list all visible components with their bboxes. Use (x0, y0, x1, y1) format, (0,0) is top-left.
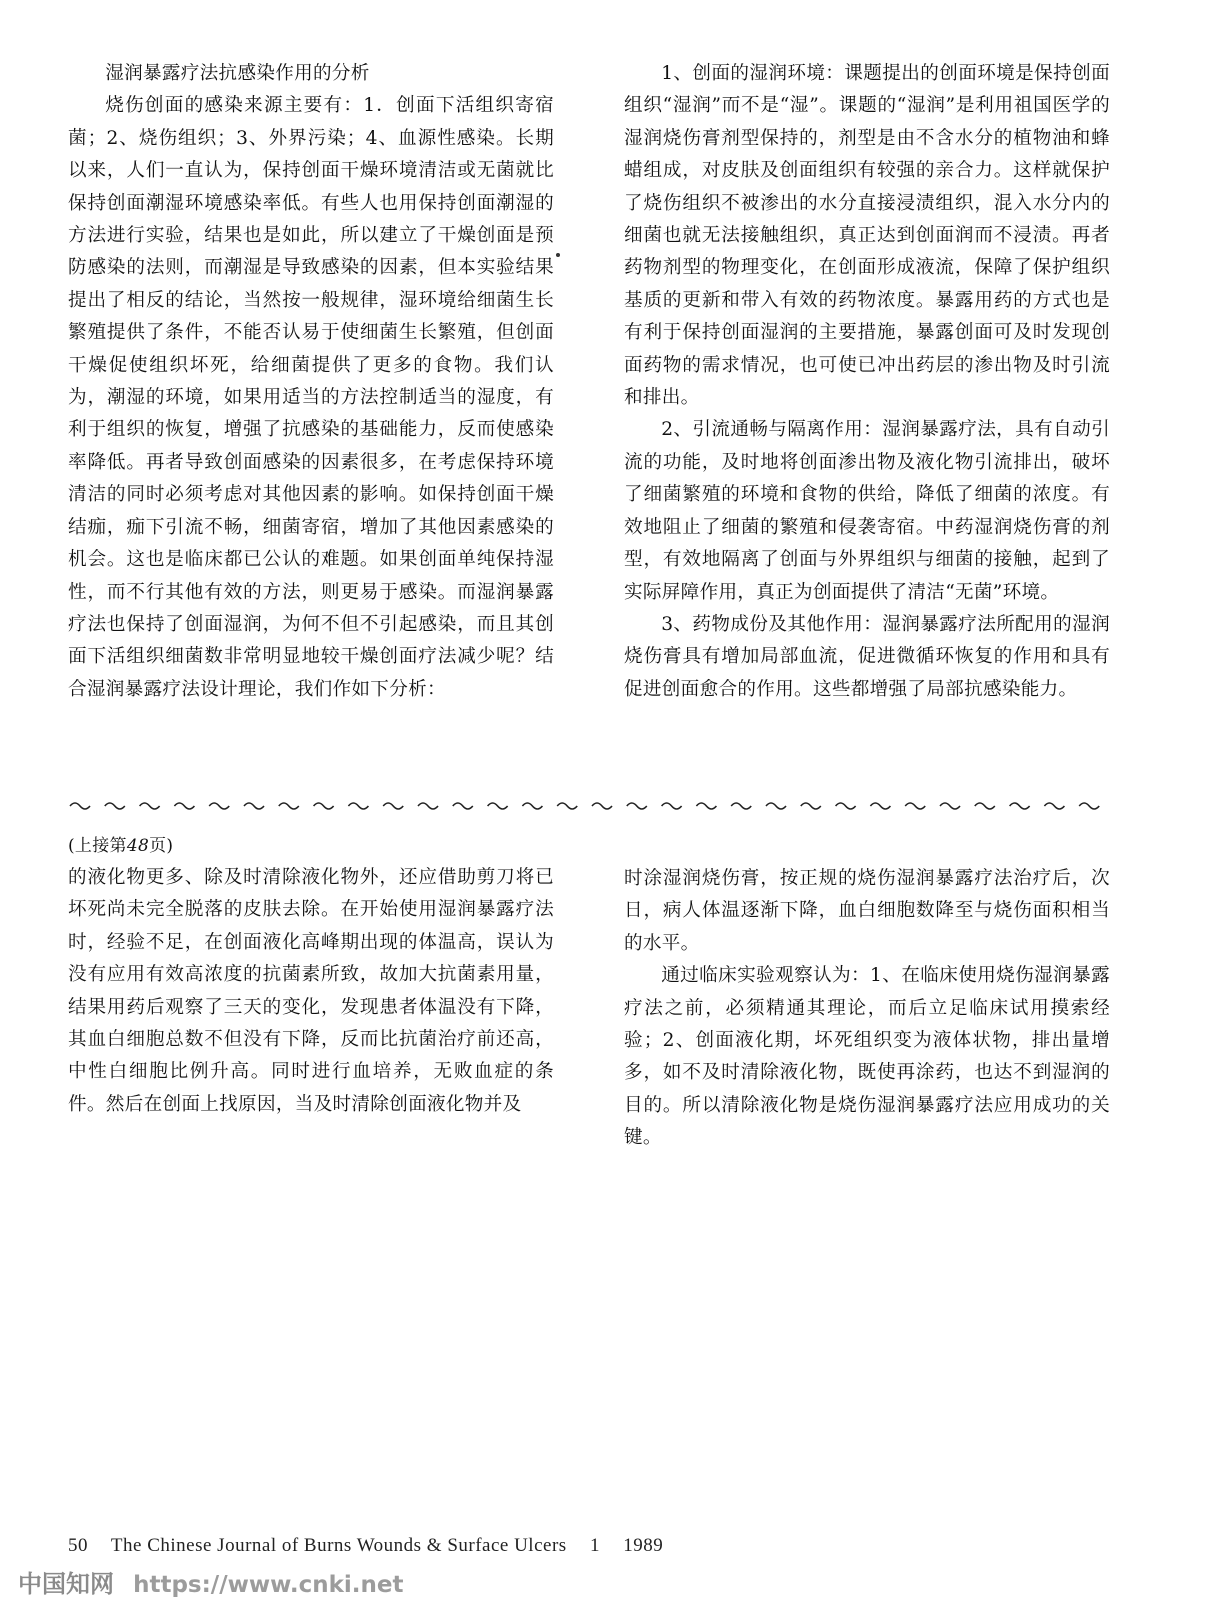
paragraph-drug-components: 3、药物成份及其他作用：湿润暴露疗法所配用的湿润烧伤膏具有增加局部血流，促进微循环恢复的作用和具有促进创面愈合的作用。这些都增强了局部抗感染能力。 (624, 613, 1110, 700)
tilde-mark (801, 803, 821, 809)
tilde-mark (279, 803, 299, 809)
section-title: 湿润暴露疗法抗感染作用的分析 (105, 63, 370, 84)
paragraph-drainage-isolation: 2、引流通畅与隔离作用：湿润暴露疗法，具有自动引流的功能，及时地将创面渗出物及液化物引流排出，破坏了细菌繁殖的环境和食物的供给，降低了细菌的浓度。有效地阻止了细菌的繁殖和侵袭寄宿。中药湿润烧伤膏的剂型，有效地隔离了创面与外界组织与细菌的接触，起到了实际屏障作用，真正为创面提供了清洁“无菌”环境。 (624, 419, 1110, 603)
tilde-mark (870, 803, 890, 809)
tilde-mark (731, 803, 751, 809)
tilde-mark (766, 803, 786, 809)
top-right-column (624, 58, 1110, 706)
page-number: 50 (68, 1535, 88, 1556)
tilde-mark (70, 803, 90, 809)
bottom-right-column (624, 863, 1110, 1155)
paragraph-wet-environment: 1、创面的湿润环境：课题提出的创面环境是保持创面组织“湿润”而不是“湿”。课题的“湿润”是利用祖国医学的湿润烧伤膏剂型保持的，剂型是由不含水分的植物油和蜂蜡组成，对皮肤及创面组织有较强的亲合力。这样就保护了烧伤组织不被渗出的水分直接浸渍组织，混入水分内的细菌也就无法接触组织，真正达到创面润而不浸渍。再者药物剂型的物理变化，在创面形成液流，保障了保护组织基质的更新和带入有效的药物浓度。暴露用药的方式也是有利于保持创面湿润的主要措施，暴露创面可及时发现创面药物的需求情况，也可使已冲出药层的渗出物及时引流和排出。 (624, 63, 1110, 409)
tilde-mark (348, 803, 368, 809)
watermark-brand: 中国知网 (18, 1570, 114, 1598)
tilde-mark (1079, 803, 1099, 809)
tilde-mark (140, 803, 160, 809)
tilde-mark (627, 803, 647, 809)
journal-name: The Chinese Journal of Burns Wounds & Surface Ulcers (110, 1535, 567, 1556)
tilde-mark (696, 803, 716, 809)
tilde-mark (383, 803, 403, 809)
tilde-mark (592, 803, 612, 809)
wavy-divider (66, 797, 1110, 813)
tilde-mark (209, 803, 229, 809)
paragraph: 的液化物更多、除及时清除液化物外，还应借助剪刀将已坏死尚未完全脱落的皮肤去除。在开始使用湿润暴露疗法时，经验不足，在创面液化高峰期出现的体温高，误认为没有应用有效高浓度的抗菌素所致，故加大抗菌素用量，结果用药后观察了三天的变化，发现患者体温没有下降，其血白细胞总数不但没有下降，反而比抗菌治疗前还高，中性白细胞比例升高。同时进行血培养，无败血症的条件。然后在创面上找原因，当及时清除创面液化物并及 (68, 867, 554, 1115)
tilde-mark (1010, 803, 1030, 809)
tilde-mark (940, 803, 960, 809)
paragraph-conclusion: 通过临床实验观察认为：1、在临床使用烧伤湿润暴露疗法之前，必须精通其理论，而后立足临床试用摸索经验；2、创面液化期，坏死组织变为液体状物，排出量增多，如不及时清除液化物，既使再涂药，也达不到湿润的目的。所以清除液化物是烧伤湿润暴露疗法应用成功的关键。 (624, 965, 1110, 1149)
tilde-mark (453, 803, 473, 809)
cnki-watermark (18, 1564, 404, 1598)
page-footer (68, 1535, 768, 1565)
tilde-mark (244, 803, 264, 809)
tilde-mark (418, 803, 438, 809)
tilde-mark (836, 803, 856, 809)
year: 1989 (623, 1535, 664, 1556)
tilde-mark (975, 803, 995, 809)
tilde-mark (662, 803, 682, 809)
tilde-mark (314, 803, 334, 809)
tilde-mark (105, 803, 125, 809)
scan-speck (556, 253, 560, 257)
tilde-mark (488, 803, 508, 809)
tilde-mark (905, 803, 925, 809)
tilde-mark (557, 803, 577, 809)
tilde-mark (522, 803, 542, 809)
top-left-column (68, 58, 554, 706)
continued-note: (上接第48页) (68, 836, 174, 856)
bottom-left-column (68, 830, 554, 1121)
paragraph-continued: 时涂湿润烧伤膏，按正规的烧伤湿润暴露疗法治疗后，次日，病人体温逐渐下降，血白细胞数降至与烧伤面积相当的水平。 (624, 868, 1110, 954)
issue-number: 1 (589, 1535, 600, 1556)
paragraph: 烧伤创面的感染来源主要有：1．创面下活组织寄宿菌；2、烧伤组织；3、外界污染；4、血源性感染。长期以来，人们一直认为，保持创面干燥环境清洁或无菌就比保持创面潮湿环境感染率低。有些人也用保持创面潮湿的方法进行实验，结果也是如此，所以建立了干燥创面是预防感染的法则，而潮湿是导致感染的因素，但本实验结果提出了相反的结论，当然按一般规律，湿环境给细菌生长繁殖提供了条件，不能否认易于使细菌生长繁殖，但创面干燥促使组织坏死，给细菌提供了更多的食物。我们认为，潮湿的环境，如果用适当的方法控制适当的湿度，有利于组织的恢复，增强了抗感染的基础能力，反而使感染率降低。再者导致创面感染的因素很多，在考虑保持环境清洁的同时必须考虑对其他因素的影响。如保持创面干燥结痂，痂下引流不畅，细菌寄宿，增加了其他因素感染的机会。这也是临床都已公认的难题。如果创面单纯保持湿性，而不行其他有效的方法，则更易于感染。而湿润暴露疗法也保持了创面湿润，为何不但不引起感染，而且其创面下活组织细菌数非常明显地较干燥创面疗法减少呢？结合湿润暴露疗法设计理论，我们作如下分析： (68, 95, 554, 700)
watermark-url: https://www.cnki.net (133, 1572, 404, 1598)
tilde-mark (1044, 803, 1064, 809)
tilde-mark (174, 803, 194, 809)
